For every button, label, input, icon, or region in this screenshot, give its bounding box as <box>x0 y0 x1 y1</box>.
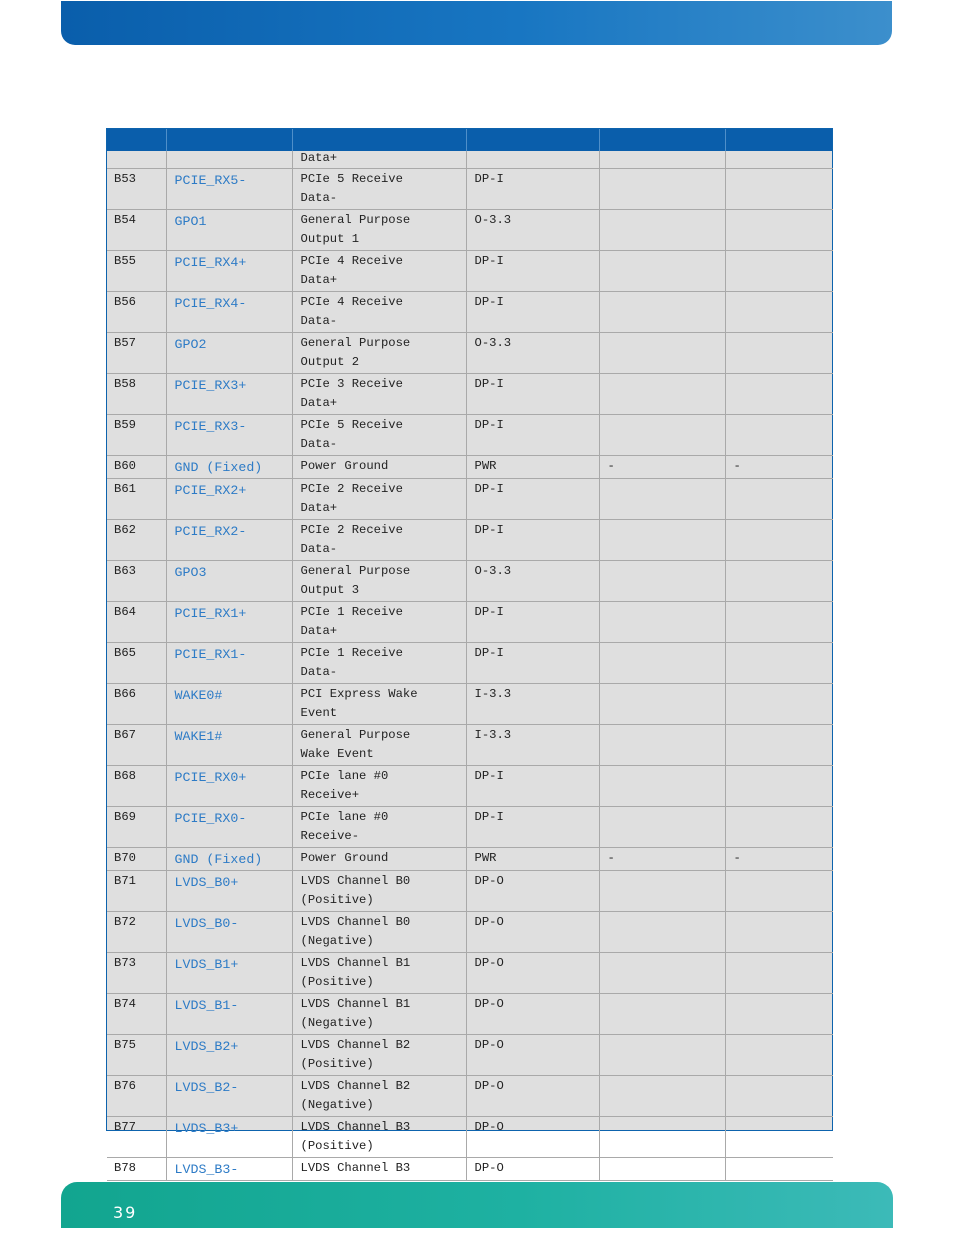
power-rail-cell <box>599 602 725 643</box>
power-rail-cell <box>599 643 725 684</box>
pin-number-cell: B64 <box>107 602 166 643</box>
pin-number-cell: B70 <box>107 848 166 871</box>
signal-name-cell: LVDS_B1+ <box>166 953 292 994</box>
signal-name-cell: WAKE1# <box>166 725 292 766</box>
description-cell: LVDS Channel B3 (Positive) <box>292 1117 466 1158</box>
description-cell: General Purpose Wake Event <box>292 725 466 766</box>
table-row <box>107 415 833 456</box>
pu-pd-cell <box>725 151 833 169</box>
signal-name-cell: LVDS_B3- <box>166 1158 292 1181</box>
pu-pd-cell <box>725 1158 833 1181</box>
table-row <box>107 1117 833 1158</box>
pu-pd-cell: - <box>725 456 833 479</box>
description-cell: PCIe 5 Receive Data- <box>292 415 466 456</box>
description-cell: General Purpose Output 3 <box>292 561 466 602</box>
pin-number-cell: B60 <box>107 456 166 479</box>
table-row <box>107 333 833 374</box>
power-rail-cell <box>599 684 725 725</box>
description-cell: PCIe 2 Receive Data+ <box>292 479 466 520</box>
pin-number-cell: B58 <box>107 374 166 415</box>
pin-number-cell: B72 <box>107 912 166 953</box>
power-rail-cell <box>599 520 725 561</box>
type-cell: DP-I <box>466 251 599 292</box>
type-cell: DP-O <box>466 1035 599 1076</box>
pin-number-cell: B69 <box>107 807 166 848</box>
signal-name-cell: GPO1 <box>166 210 292 251</box>
page-number: 39 <box>113 1203 138 1222</box>
table-row <box>107 479 833 520</box>
description-cell: PCIe 2 Receive Data- <box>292 520 466 561</box>
signal-name-cell: LVDS_B3+ <box>166 1117 292 1158</box>
type-cell: DP-O <box>466 1117 599 1158</box>
pu-pd-cell <box>725 169 833 210</box>
pin-number-cell: B55 <box>107 251 166 292</box>
description-cell: PCIe 3 Receive Data+ <box>292 374 466 415</box>
pu-pd-cell <box>725 1035 833 1076</box>
description-cell: PCIe 4 Receive Data- <box>292 292 466 333</box>
pu-pd-cell <box>725 643 833 684</box>
table-row <box>107 643 833 684</box>
type-cell: DP-I <box>466 602 599 643</box>
header-divider <box>466 129 467 151</box>
pu-pd-cell <box>725 292 833 333</box>
type-cell: DP-O <box>466 994 599 1035</box>
signal-name-cell: PCIE_RX1+ <box>166 602 292 643</box>
pu-pd-cell <box>725 871 833 912</box>
pu-pd-cell <box>725 479 833 520</box>
pin-number-cell: B77 <box>107 1117 166 1158</box>
signal-name-cell: PCIE_RX5- <box>166 169 292 210</box>
pin-number-cell: B67 <box>107 725 166 766</box>
description-cell: LVDS Channel B2 (Negative) <box>292 1076 466 1117</box>
description-cell: PCIe 1 Receive Data- <box>292 643 466 684</box>
power-rail-cell <box>599 292 725 333</box>
pin-number-cell: B71 <box>107 871 166 912</box>
pu-pd-cell <box>725 725 833 766</box>
pu-pd-cell <box>725 251 833 292</box>
description-cell: Power Ground <box>292 456 466 479</box>
table-row <box>107 953 833 994</box>
pu-pd-cell <box>725 374 833 415</box>
power-rail-cell <box>599 807 725 848</box>
signal-name-cell: LVDS_B2- <box>166 1076 292 1117</box>
type-cell: DP-O <box>466 912 599 953</box>
pin-number-cell: B68 <box>107 766 166 807</box>
signal-name-cell <box>166 151 292 169</box>
pin-number-cell: B59 <box>107 415 166 456</box>
type-cell: DP-I <box>466 479 599 520</box>
pin-number-cell: B74 <box>107 994 166 1035</box>
signal-name-cell: LVDS_B0- <box>166 912 292 953</box>
type-cell: O-3.3 <box>466 561 599 602</box>
table-row <box>107 725 833 766</box>
description-cell: LVDS Channel B1 (Negative) <box>292 994 466 1035</box>
signal-name-cell: GPO3 <box>166 561 292 602</box>
table-row <box>107 871 833 912</box>
power-rail-cell <box>599 210 725 251</box>
pin-number-cell: B57 <box>107 333 166 374</box>
pin-number-cell: B76 <box>107 1076 166 1117</box>
power-rail-cell <box>599 561 725 602</box>
pin-number-cell: B66 <box>107 684 166 725</box>
table-row <box>107 561 833 602</box>
type-cell: DP-I <box>466 520 599 561</box>
pu-pd-cell <box>725 561 833 602</box>
power-rail-cell <box>599 1035 725 1076</box>
signal-name-cell: WAKE0# <box>166 684 292 725</box>
pin-number-cell: B54 <box>107 210 166 251</box>
power-rail-cell <box>599 333 725 374</box>
pin-number-cell: B56 <box>107 292 166 333</box>
signal-name-cell: PCIE_RX0+ <box>166 766 292 807</box>
description-cell: LVDS Channel B3 <box>292 1158 466 1181</box>
power-rail-cell <box>599 479 725 520</box>
header-divider <box>725 129 726 151</box>
power-rail-cell <box>599 953 725 994</box>
type-cell: DP-O <box>466 953 599 994</box>
pu-pd-cell <box>725 807 833 848</box>
power-rail-cell <box>599 912 725 953</box>
header-divider <box>292 129 293 151</box>
pin-number-cell: B62 <box>107 520 166 561</box>
table-row <box>107 151 833 169</box>
type-cell: DP-I <box>466 643 599 684</box>
pin-number-cell: B63 <box>107 561 166 602</box>
type-cell <box>466 151 599 169</box>
power-rail-cell <box>599 251 725 292</box>
pin-number-cell: B65 <box>107 643 166 684</box>
signal-name-cell: GND (Fixed) <box>166 456 292 479</box>
table-header-bar <box>107 129 832 151</box>
header-banner <box>61 1 892 45</box>
pu-pd-cell <box>725 520 833 561</box>
power-rail-cell <box>599 994 725 1035</box>
pu-pd-cell: - <box>725 848 833 871</box>
pu-pd-cell <box>725 1076 833 1117</box>
table-row <box>107 1158 833 1181</box>
table-row <box>107 1035 833 1076</box>
type-cell: DP-I <box>466 169 599 210</box>
table-row <box>107 807 833 848</box>
signal-name-cell: PCIE_RX4- <box>166 292 292 333</box>
description-cell: PCIe 1 Receive Data+ <box>292 602 466 643</box>
power-rail-cell <box>599 1117 725 1158</box>
table-row <box>107 456 833 479</box>
description-cell: LVDS Channel B2 (Positive) <box>292 1035 466 1076</box>
header-divider <box>599 129 600 151</box>
signal-name-cell: PCIE_RX2- <box>166 520 292 561</box>
table-row <box>107 210 833 251</box>
table-row <box>107 684 833 725</box>
pu-pd-cell <box>725 333 833 374</box>
description-cell: Power Ground <box>292 848 466 871</box>
type-cell: DP-O <box>466 1158 599 1181</box>
table-row <box>107 602 833 643</box>
table-row <box>107 169 833 210</box>
pin-table <box>107 151 833 1181</box>
signal-name-cell: PCIE_RX4+ <box>166 251 292 292</box>
pin-number-cell: B61 <box>107 479 166 520</box>
pu-pd-cell <box>725 912 833 953</box>
pu-pd-cell <box>725 210 833 251</box>
power-rail-cell <box>599 151 725 169</box>
power-rail-cell <box>599 766 725 807</box>
type-cell: PWR <box>466 848 599 871</box>
description-cell: Data+ <box>292 151 466 169</box>
type-cell: DP-O <box>466 1076 599 1117</box>
type-cell: DP-I <box>466 807 599 848</box>
table-row <box>107 374 833 415</box>
signal-name-cell: GND (Fixed) <box>166 848 292 871</box>
footer-banner <box>61 1182 893 1228</box>
type-cell: DP-O <box>466 871 599 912</box>
signal-name-cell: LVDS_B2+ <box>166 1035 292 1076</box>
pin-number-cell <box>107 151 166 169</box>
pin-table-container <box>106 128 833 1177</box>
type-cell: PWR <box>466 456 599 479</box>
pin-number-cell: B73 <box>107 953 166 994</box>
pin-number-cell: B53 <box>107 169 166 210</box>
table-row <box>107 292 833 333</box>
power-rail-cell <box>599 1158 725 1181</box>
signal-name-cell: PCIE_RX0- <box>166 807 292 848</box>
type-cell: O-3.3 <box>466 333 599 374</box>
signal-name-cell: PCIE_RX1- <box>166 643 292 684</box>
signal-name-cell: GPO2 <box>166 333 292 374</box>
power-rail-cell <box>599 725 725 766</box>
type-cell: DP-I <box>466 766 599 807</box>
description-cell: General Purpose Output 1 <box>292 210 466 251</box>
pu-pd-cell <box>725 1117 833 1158</box>
power-rail-cell <box>599 374 725 415</box>
type-cell: DP-I <box>466 292 599 333</box>
table-row <box>107 994 833 1035</box>
pu-pd-cell <box>725 684 833 725</box>
description-cell: LVDS Channel B0 (Negative) <box>292 912 466 953</box>
description-cell: PCIe lane #0 Receive+ <box>292 766 466 807</box>
table-row <box>107 766 833 807</box>
description-cell: LVDS Channel B1 (Positive) <box>292 953 466 994</box>
pu-pd-cell <box>725 766 833 807</box>
power-rail-cell <box>599 415 725 456</box>
header-divider <box>166 129 167 151</box>
table-row <box>107 251 833 292</box>
description-cell: LVDS Channel B0 (Positive) <box>292 871 466 912</box>
type-cell: I-3.3 <box>466 725 599 766</box>
signal-name-cell: LVDS_B0+ <box>166 871 292 912</box>
power-rail-cell <box>599 169 725 210</box>
description-cell: General Purpose Output 2 <box>292 333 466 374</box>
table-row <box>107 848 833 871</box>
description-cell: PCIe 5 Receive Data- <box>292 169 466 210</box>
signal-name-cell: PCIE_RX2+ <box>166 479 292 520</box>
pin-number-cell: B78 <box>107 1158 166 1181</box>
pin-table-body <box>107 151 833 1181</box>
signal-name-cell: PCIE_RX3- <box>166 415 292 456</box>
pu-pd-cell <box>725 994 833 1035</box>
power-rail-cell: - <box>599 848 725 871</box>
pu-pd-cell <box>725 415 833 456</box>
power-rail-cell <box>599 1076 725 1117</box>
signal-name-cell: PCIE_RX3+ <box>166 374 292 415</box>
description-cell: PCIe 4 Receive Data+ <box>292 251 466 292</box>
type-cell: DP-I <box>466 415 599 456</box>
description-cell: PCI Express Wake Event <box>292 684 466 725</box>
type-cell: O-3.3 <box>466 210 599 251</box>
table-row <box>107 1076 833 1117</box>
signal-name-cell: LVDS_B1- <box>166 994 292 1035</box>
table-row <box>107 520 833 561</box>
table-row <box>107 912 833 953</box>
power-rail-cell: - <box>599 456 725 479</box>
pin-number-cell: B75 <box>107 1035 166 1076</box>
power-rail-cell <box>599 871 725 912</box>
pu-pd-cell <box>725 602 833 643</box>
type-cell: DP-I <box>466 374 599 415</box>
type-cell: I-3.3 <box>466 684 599 725</box>
pu-pd-cell <box>725 953 833 994</box>
description-cell: PCIe lane #0 Receive- <box>292 807 466 848</box>
